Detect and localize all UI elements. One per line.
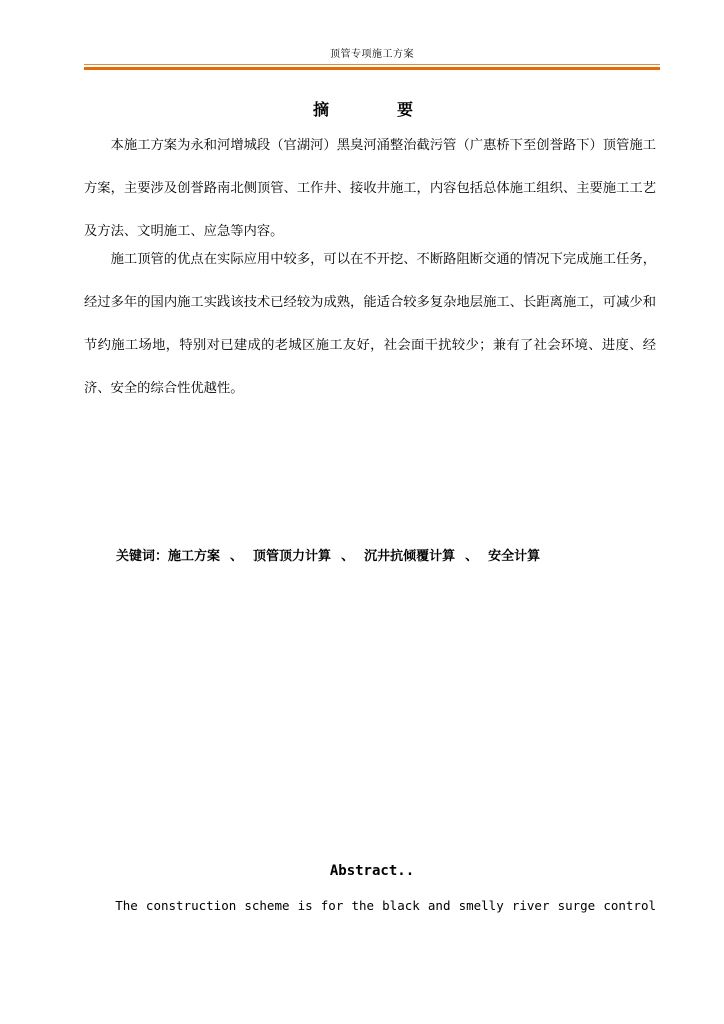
header-rule-thick <box>84 67 660 70</box>
abstract-paragraph-2: 施工顶管的优点在实际应用中较多，可以在不开挖、不断路阻断交通的情况下完成施工任务，经过多年的国内施工实践该技术已经较为成熟，能适合较多复杂地层施工、长距离施工，可减少和节约施工场地，特别对已建成的老城区施工友好，社会面干扰较少；兼有了社会环境、进度、经济、安全的综合性优越性。 <box>84 252 656 396</box>
keywords-label: 关键词： <box>116 549 169 564</box>
header-rule-thin <box>84 64 660 65</box>
keyword-item: 沉井抗倾覆计算 <box>364 549 456 564</box>
keyword-separator: 、 <box>230 549 244 564</box>
keyword-item: 顶管顶力计算 <box>253 549 332 564</box>
keyword-item: 安全计算 <box>488 549 541 564</box>
abstract-en-first-line: The construction scheme is for the black and smelly river surge control <box>115 898 656 913</box>
abstract-title-en: Abstract.. <box>329 863 415 879</box>
keyword-separator: 、 <box>465 549 479 564</box>
abstract-title-cn: 摘 要 <box>312 100 439 119</box>
keywords-line <box>116 546 540 568</box>
running-header: 顶管专项施工方案 <box>330 49 414 60</box>
keyword-item: 施工方案 <box>168 549 221 564</box>
keyword-separator: 、 <box>341 549 355 564</box>
abstract-paragraph-1: 本施工方案为永和河增城段（官湖河）黑臭河涌整治截污管（广惠桥下至创誉路下）顶管施工方案，主要涉及创誉路南北侧顶管、工作井、接收井施工，内容包括总体施工组织、主要施工工艺及方法、文明施工、应急等内容。 <box>84 138 656 239</box>
